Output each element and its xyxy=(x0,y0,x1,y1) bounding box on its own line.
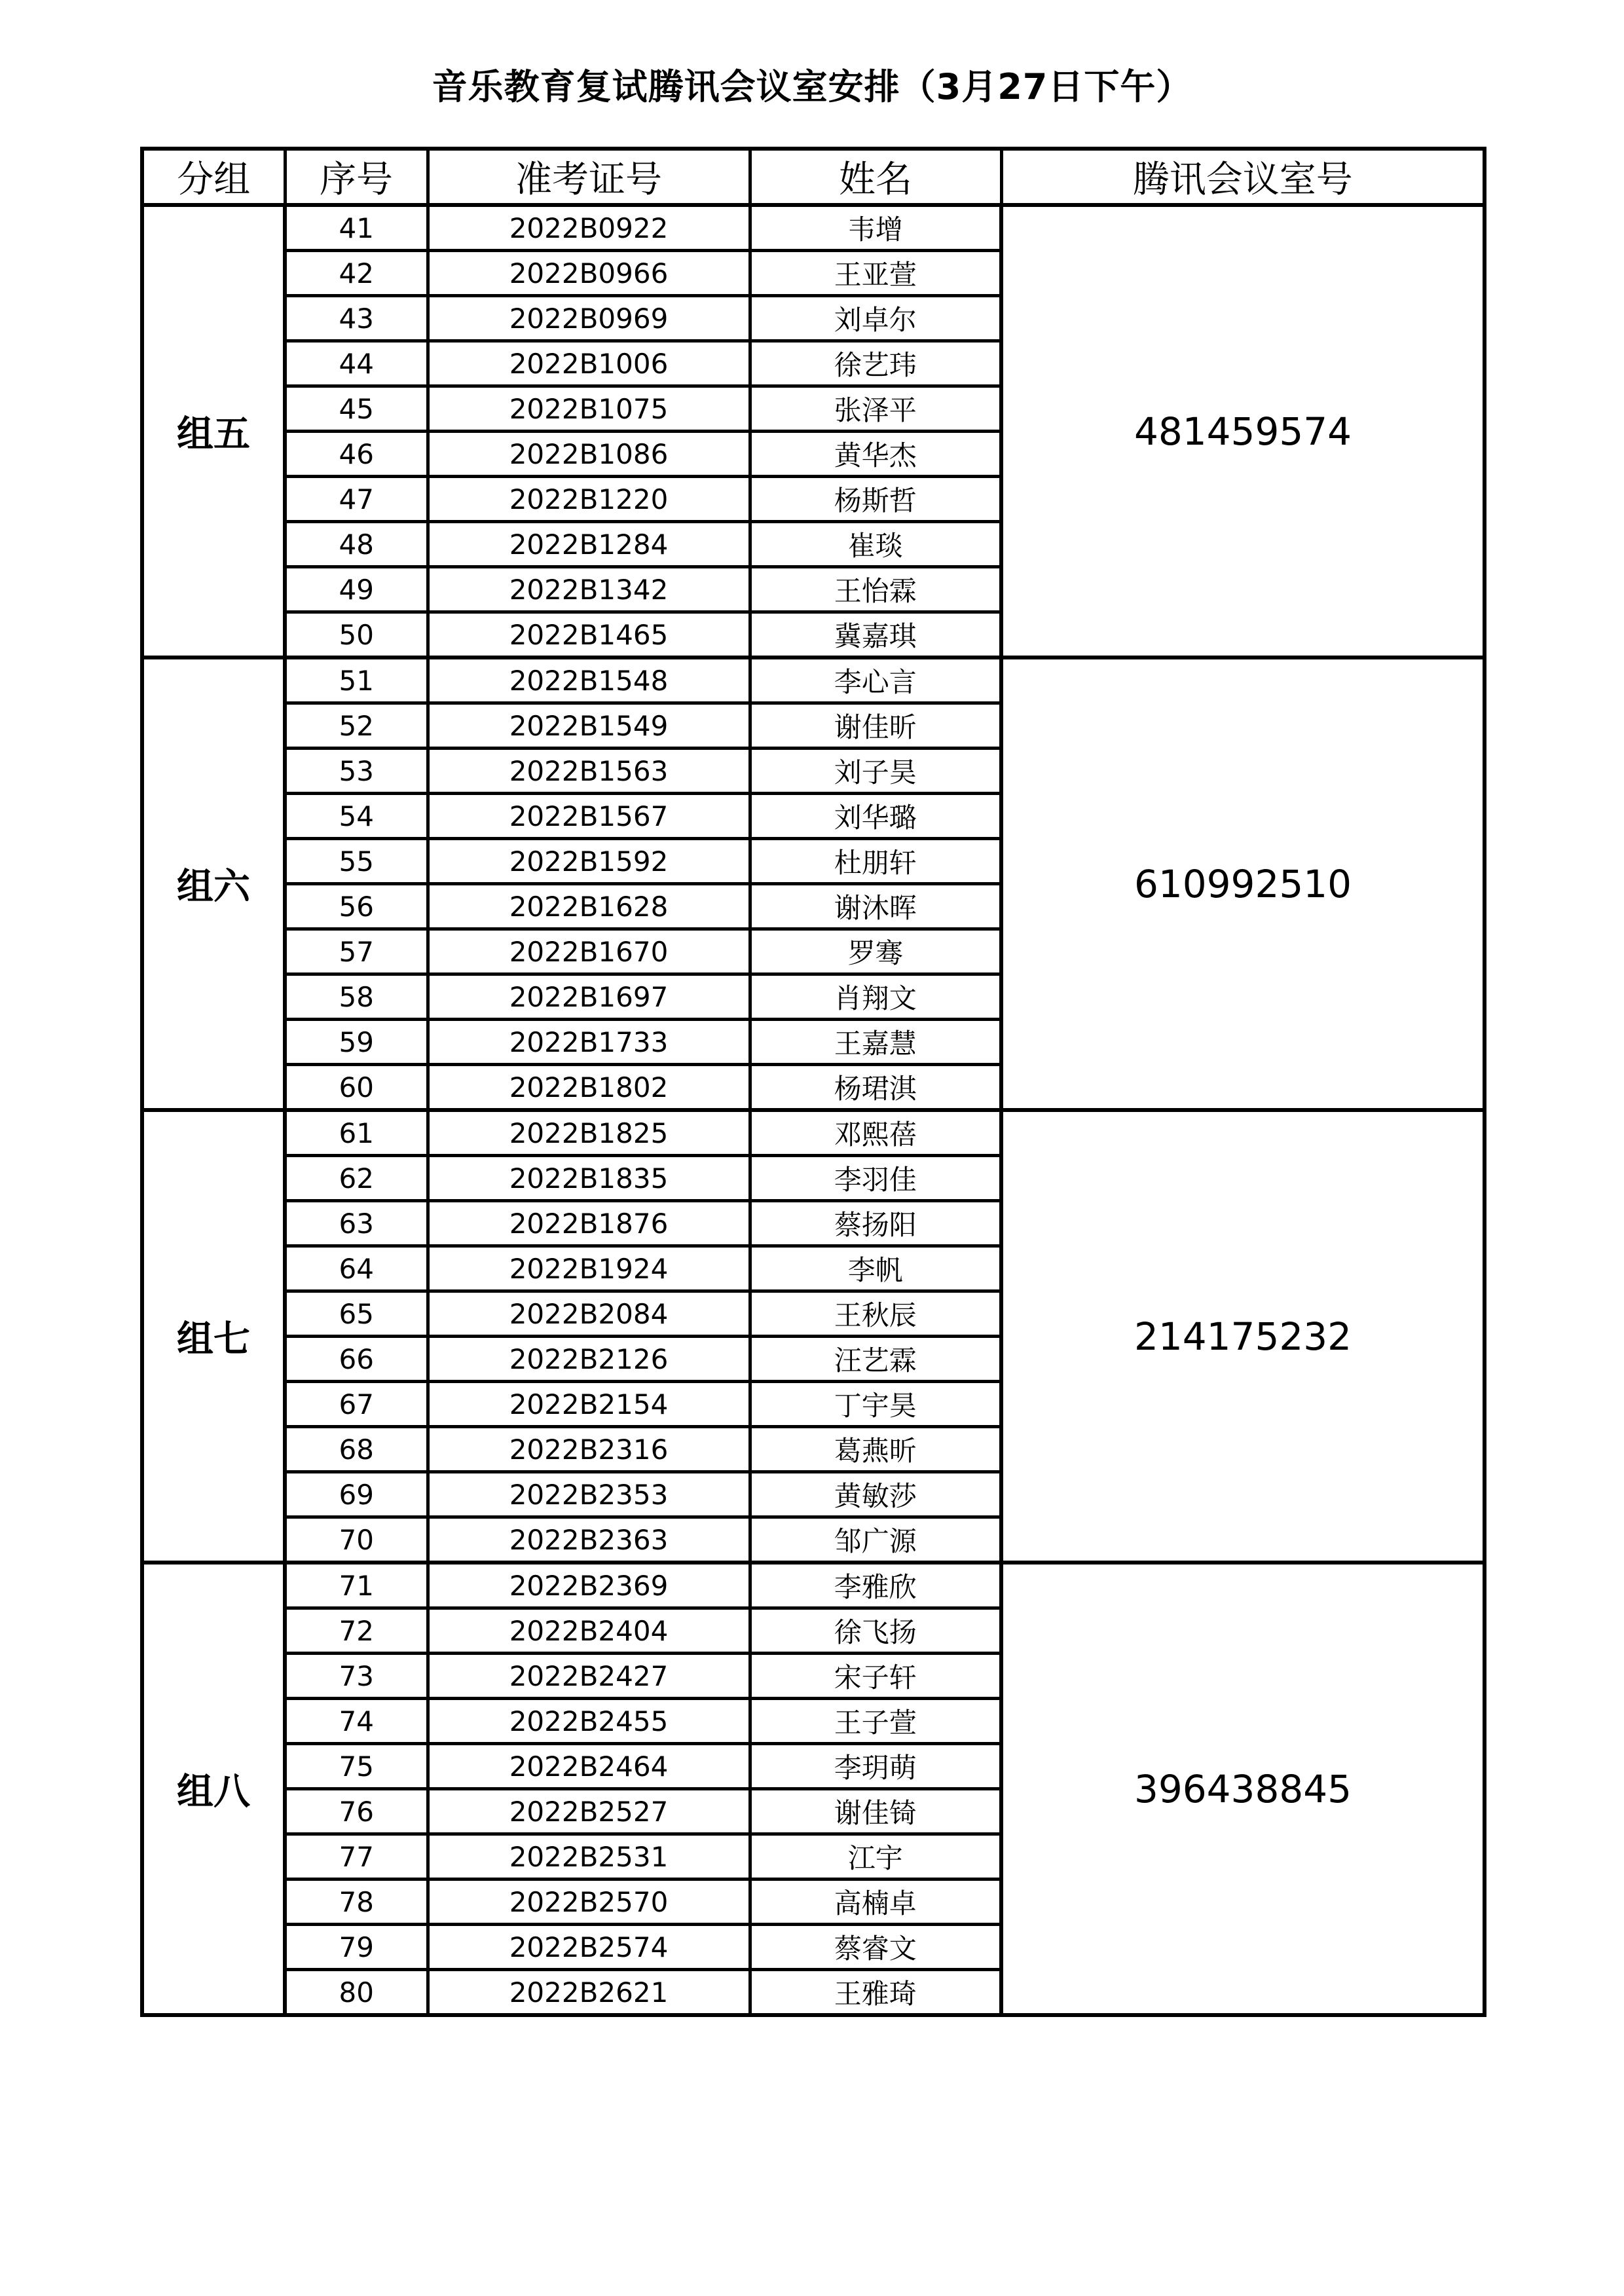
seq-cell: 63 xyxy=(285,1201,428,1246)
exam-id-cell: 2022B1592 xyxy=(428,839,750,884)
table-row xyxy=(142,657,1485,703)
name-cell: 杜朋轩 xyxy=(750,839,1001,884)
name-cell: 邹广源 xyxy=(750,1517,1001,1563)
seq-cell: 42 xyxy=(285,251,428,296)
seq-cell: 65 xyxy=(285,1291,428,1337)
meeting-room-number-cell: 481459574 xyxy=(1001,205,1485,657)
name-cell: 李帆 xyxy=(750,1246,1001,1291)
name-cell: 蔡扬阳 xyxy=(750,1201,1001,1246)
name-cell: 张泽平 xyxy=(750,386,1001,432)
exam-id-cell: 2022B1733 xyxy=(428,1020,750,1065)
exam-id-cell: 2022B2353 xyxy=(428,1472,750,1517)
name-cell: 刘卓尔 xyxy=(750,296,1001,341)
name-cell: 李心言 xyxy=(750,657,1001,703)
exam-id-cell: 2022B2531 xyxy=(428,1834,750,1879)
header-room: 腾讯会议室号 xyxy=(1001,149,1485,205)
exam-id-cell: 2022B2574 xyxy=(428,1925,750,1970)
seq-cell: 56 xyxy=(285,884,428,929)
name-cell: 黄华杰 xyxy=(750,432,1001,477)
seq-cell: 79 xyxy=(285,1925,428,1970)
seq-cell: 45 xyxy=(285,386,428,432)
seq-cell: 49 xyxy=(285,567,428,612)
seq-cell: 44 xyxy=(285,341,428,386)
exam-id-cell: 2022B1802 xyxy=(428,1065,750,1111)
name-cell: 杨珺淇 xyxy=(750,1065,1001,1111)
group-name-cell: 组八 xyxy=(142,1563,285,2015)
seq-cell: 72 xyxy=(285,1608,428,1654)
exam-id-cell: 2022B1549 xyxy=(428,703,750,749)
seq-cell: 66 xyxy=(285,1337,428,1382)
name-cell: 黄敏莎 xyxy=(750,1472,1001,1517)
name-cell: 江宇 xyxy=(750,1834,1001,1879)
name-cell: 李羽佳 xyxy=(750,1156,1001,1201)
seq-cell: 77 xyxy=(285,1834,428,1879)
room-assignment-table xyxy=(140,147,1486,2017)
seq-cell: 59 xyxy=(285,1020,428,1065)
name-cell: 刘子昊 xyxy=(750,749,1001,794)
table-body xyxy=(142,205,1485,2015)
seq-cell: 53 xyxy=(285,749,428,794)
seq-cell: 76 xyxy=(285,1789,428,1834)
meeting-room-number-cell: 396438845 xyxy=(1001,1563,1485,2015)
name-cell: 罗骞 xyxy=(750,929,1001,974)
seq-cell: 41 xyxy=(285,205,428,251)
exam-id-cell: 2022B1670 xyxy=(428,929,750,974)
table-row xyxy=(142,1110,1485,1156)
exam-id-cell: 2022B1220 xyxy=(428,477,750,522)
seq-cell: 73 xyxy=(285,1654,428,1699)
exam-id-cell: 2022B1825 xyxy=(428,1110,750,1156)
page-title: 音乐教育复试腾讯会议室安排（3月27日下午） xyxy=(432,66,1192,107)
seq-cell: 55 xyxy=(285,839,428,884)
seq-cell: 62 xyxy=(285,1156,428,1201)
seq-cell: 67 xyxy=(285,1382,428,1427)
exam-id-cell: 2022B1284 xyxy=(428,522,750,567)
seq-cell: 58 xyxy=(285,974,428,1020)
exam-id-cell: 2022B1342 xyxy=(428,567,750,612)
group-name-cell: 组五 xyxy=(142,205,285,657)
name-cell: 汪艺霖 xyxy=(750,1337,1001,1382)
header-row xyxy=(142,149,1485,205)
exam-id-cell: 2022B0969 xyxy=(428,296,750,341)
name-cell: 高楠卓 xyxy=(750,1879,1001,1925)
name-cell: 谢佳锜 xyxy=(750,1789,1001,1834)
seq-cell: 50 xyxy=(285,612,428,658)
exam-id-cell: 2022B2369 xyxy=(428,1563,750,1608)
name-cell: 王子萱 xyxy=(750,1699,1001,1744)
name-cell: 王雅琦 xyxy=(750,1970,1001,2016)
seq-cell: 61 xyxy=(285,1110,428,1156)
exam-id-cell: 2022B2570 xyxy=(428,1879,750,1925)
seq-cell: 57 xyxy=(285,929,428,974)
name-cell: 徐艺玮 xyxy=(750,341,1001,386)
seq-cell: 43 xyxy=(285,296,428,341)
meeting-room-number-cell: 214175232 xyxy=(1001,1110,1485,1563)
meeting-room-number-cell: 610992510 xyxy=(1001,657,1485,1110)
seq-cell: 51 xyxy=(285,657,428,703)
table-row xyxy=(142,205,1485,251)
group-name-cell: 组七 xyxy=(142,1110,285,1563)
seq-cell: 54 xyxy=(285,794,428,839)
exam-id-cell: 2022B1563 xyxy=(428,749,750,794)
exam-id-cell: 2022B2084 xyxy=(428,1291,750,1337)
name-cell: 邓熙蓓 xyxy=(750,1110,1001,1156)
exam-id-cell: 2022B1075 xyxy=(428,386,750,432)
name-cell: 王怡霖 xyxy=(750,567,1001,612)
exam-id-cell: 2022B2527 xyxy=(428,1789,750,1834)
exam-id-cell: 2022B2427 xyxy=(428,1654,750,1699)
seq-cell: 75 xyxy=(285,1744,428,1789)
exam-id-cell: 2022B2316 xyxy=(428,1427,750,1472)
seq-cell: 71 xyxy=(285,1563,428,1608)
exam-id-cell: 2022B1086 xyxy=(428,432,750,477)
exam-id-cell: 2022B2464 xyxy=(428,1744,750,1789)
name-cell: 丁宇昊 xyxy=(750,1382,1001,1427)
seq-cell: 48 xyxy=(285,522,428,567)
exam-id-cell: 2022B2455 xyxy=(428,1699,750,1744)
name-cell: 谢沐晖 xyxy=(750,884,1001,929)
exam-id-cell: 2022B1876 xyxy=(428,1201,750,1246)
exam-id-cell: 2022B1628 xyxy=(428,884,750,929)
exam-id-cell: 2022B2621 xyxy=(428,1970,750,2016)
exam-id-cell: 2022B1835 xyxy=(428,1156,750,1201)
exam-id-cell: 2022B0922 xyxy=(428,205,750,251)
name-cell: 杨斯哲 xyxy=(750,477,1001,522)
exam-id-cell: 2022B2363 xyxy=(428,1517,750,1563)
seq-cell: 68 xyxy=(285,1427,428,1472)
name-cell: 葛燕昕 xyxy=(750,1427,1001,1472)
header-exam-id: 准考证号 xyxy=(428,149,750,205)
seq-cell: 64 xyxy=(285,1246,428,1291)
exam-id-cell: 2022B1924 xyxy=(428,1246,750,1291)
exam-id-cell: 2022B1465 xyxy=(428,612,750,658)
name-cell: 韦增 xyxy=(750,205,1001,251)
name-cell: 宋子轩 xyxy=(750,1654,1001,1699)
name-cell: 徐飞扬 xyxy=(750,1608,1001,1654)
exam-id-cell: 2022B1697 xyxy=(428,974,750,1020)
seq-cell: 52 xyxy=(285,703,428,749)
seq-cell: 78 xyxy=(285,1879,428,1925)
seq-cell: 80 xyxy=(285,1970,428,2016)
seq-cell: 74 xyxy=(285,1699,428,1744)
name-cell: 王亚萱 xyxy=(750,251,1001,296)
seq-cell: 46 xyxy=(285,432,428,477)
exam-id-cell: 2022B0966 xyxy=(428,251,750,296)
header-seq: 序号 xyxy=(285,149,428,205)
exam-id-cell: 2022B2126 xyxy=(428,1337,750,1382)
seq-cell: 69 xyxy=(285,1472,428,1517)
name-cell: 崔琰 xyxy=(750,522,1001,567)
header-name: 姓名 xyxy=(750,149,1001,205)
name-cell: 王嘉慧 xyxy=(750,1020,1001,1065)
name-cell: 李雅欣 xyxy=(750,1563,1001,1608)
name-cell: 冀嘉琪 xyxy=(750,612,1001,658)
seq-cell: 47 xyxy=(285,477,428,522)
header-group: 分组 xyxy=(142,149,285,205)
name-cell: 刘华璐 xyxy=(750,794,1001,839)
seq-cell: 60 xyxy=(285,1065,428,1111)
exam-id-cell: 2022B1006 xyxy=(428,341,750,386)
exam-id-cell: 2022B2404 xyxy=(428,1608,750,1654)
name-cell: 王秋辰 xyxy=(750,1291,1001,1337)
group-name-cell: 组六 xyxy=(142,657,285,1110)
name-cell: 李玥萌 xyxy=(750,1744,1001,1789)
exam-id-cell: 2022B1548 xyxy=(428,657,750,703)
seq-cell: 70 xyxy=(285,1517,428,1563)
name-cell: 谢佳昕 xyxy=(750,703,1001,749)
exam-id-cell: 2022B1567 xyxy=(428,794,750,839)
name-cell: 蔡睿文 xyxy=(750,1925,1001,1970)
table-row xyxy=(142,1563,1485,1608)
name-cell: 肖翔文 xyxy=(750,974,1001,1020)
exam-id-cell: 2022B2154 xyxy=(428,1382,750,1427)
